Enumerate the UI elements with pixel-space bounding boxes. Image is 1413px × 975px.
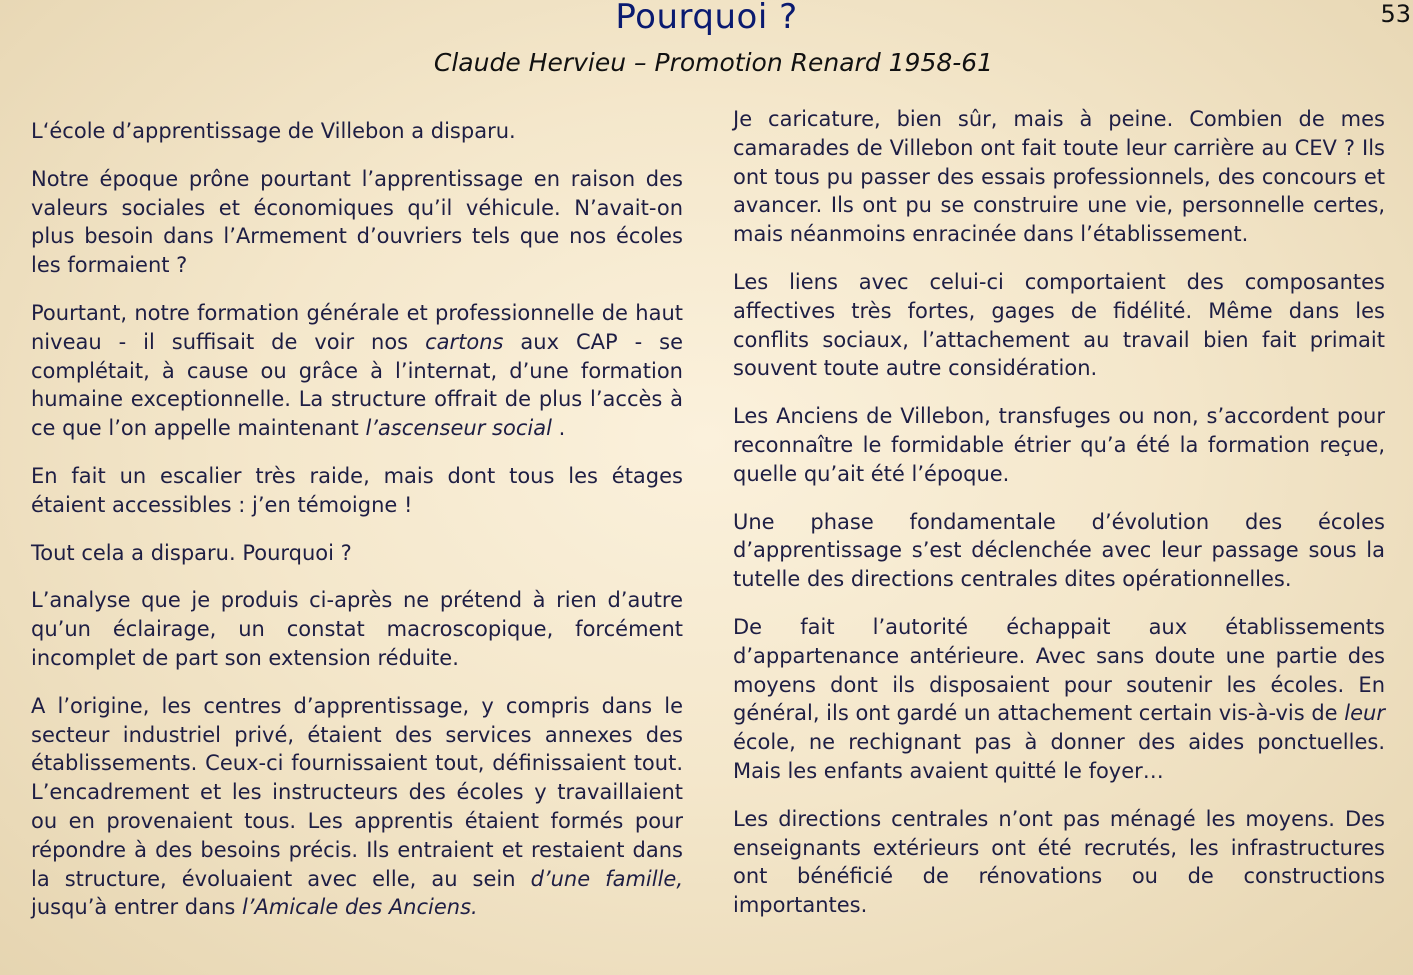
left-paragraph-3 xyxy=(31,299,683,443)
emphasis-cartons: cartons xyxy=(425,329,504,354)
text-run: jusqu’à entrer dans xyxy=(31,895,242,920)
left-column xyxy=(31,117,683,941)
right-column xyxy=(733,105,1385,939)
right-paragraph-4: Une phase fondamentale d’évolution des écoles d’apprentissage s’est déclenchée avec leur passage sous la tutelle des directions centrales dites opérationnelles. xyxy=(733,509,1385,592)
text-run: A l’origine, les centres d’apprentissage, y compris dans le secteur industriel privé, étaient des services annexes des établissements. Ceux-ci fournissaient tout, définissaient tout. L’encadrement et les instructeurs des écoles y travaillaient ou en provenaient tous. Les apprentis étaient formés pour répondre à des besoins précis. Ils entraient et restaient dans la structure, évoluaient avec elle, au sein xyxy=(31,693,683,891)
emphasis-amicale: l’Amicale des Anciens. xyxy=(241,895,478,920)
left-paragraph-7 xyxy=(31,692,683,922)
right-paragraph-1: Je caricature, bien sûr, mais à peine. Combien de mes camarades de Villebon ont fait toute leur carrière au CEV ? Ils ont tous pu passer des essais professionnels, des concours et avancer. Ils ont pu se construire une vie, personnelle certes, mais néanmoins enracinée dans l’établissement. xyxy=(733,107,1385,247)
emphasis-leur: leur xyxy=(1344,701,1385,726)
page-title: Pourquoi ? xyxy=(615,0,798,37)
emphasis-une-famille: d’une famille, xyxy=(530,866,683,891)
left-paragraph-5: Tout cela a disparu. Pourquoi ? xyxy=(31,540,352,565)
text-run: école, ne rechignant pas à donner des aides ponctuelles. Mais les enfants avaient quitté le foyer… xyxy=(733,730,1385,783)
text-run: aux CAP - se complétait, à cause ou grâce à l’internat, d’une formation humaine exceptionnelle. La structure offrait de plus l’accès à ce que l’on appelle maintenant xyxy=(31,329,683,441)
left-paragraph-1: L‘école d’apprentissage de Villebon a disparu. xyxy=(31,119,516,143)
right-paragraph-3: Les Anciens de Villebon, transfuges ou non, s’accordent pour reconnaître le formidable étrier qu’a été la formation reçue, quelle qu’ait été l’époque. xyxy=(733,404,1385,486)
text-run: . xyxy=(551,416,566,441)
right-paragraph-2: Les liens avec celui-ci comportaient des composantes affectives très fortes, gages de fidélité. Même dans les conflits sociaux, l’attachement au travail bien fait primait souvent toute autre considération. xyxy=(733,269,1385,381)
left-paragraph-4: En fait un escalier très raide, mais dont tous les étages étaient accessibles : j’en témoigne ! xyxy=(31,463,683,517)
page-subtitle: Claude Hervieu – Promotion Renard 1958-61 xyxy=(433,48,994,77)
text-run: De fait l’autorité échappait aux établissements d’appartenance antérieure. Avec sans doute une partie des moyens dont ils disposaient pour soutenir les écoles. En général, ils ont gardé un attachement certain vis-à-vis de xyxy=(733,614,1385,726)
text-run: Pourtant, notre formation générale et professionnelle de haut niveau - il suffisait de voir nos xyxy=(31,300,683,354)
left-paragraph-6: L’analyse que je produis ci-après ne prétend à rien d’autre qu’un éclairage, un constat macroscopique, forcément incomplet de part son extension réduite. xyxy=(31,588,683,670)
page-number: 53 xyxy=(1380,0,1411,28)
right-paragraph-6: Les directions centrales n’ont pas ménagé les moyens. Des enseignants extérieurs ont été recrutés, les infrastructures ont bénéficié de rénovations ou de constructions importantes. xyxy=(733,806,1385,918)
right-paragraph-5 xyxy=(733,613,1385,786)
left-paragraph-2: Notre époque prône pourtant l’apprentissage en raison des valeurs sociales et économiques qu’il véhicule. N’avait-on plus besoin dans l’Armement d’ouvriers tels que nos écoles les formaient ? xyxy=(31,166,683,278)
emphasis-ascenseur-social: l’ascenseur social xyxy=(365,416,552,441)
